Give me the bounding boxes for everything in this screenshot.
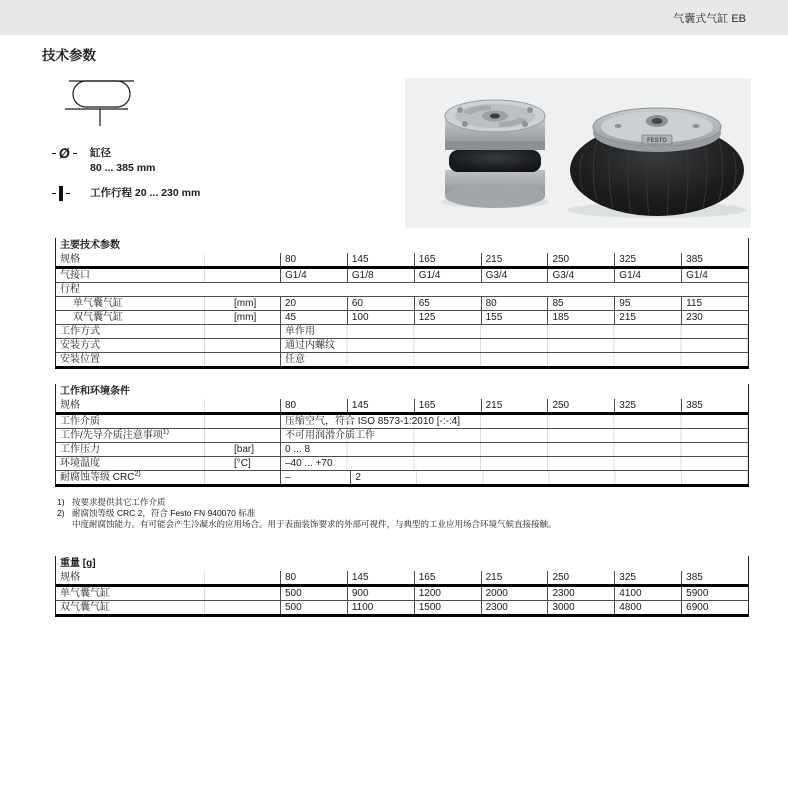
row-label-cell xyxy=(56,601,280,614)
value-cell: 任意 xyxy=(280,353,748,366)
footnote-text: 中度耐腐蚀能力。有可能会产生冷凝水的应用场合。用于表面装饰要求的外部可视件，与典型的工业应用场合环境气候直接接触。 xyxy=(72,519,557,529)
row-label-cell xyxy=(56,283,748,296)
value-cell: 100 xyxy=(347,311,414,324)
value-cell: – xyxy=(280,471,350,484)
value-cell: 1200 xyxy=(414,587,481,600)
table-row xyxy=(56,429,748,443)
stroke-label: 工作行程 20 ... 230 mm xyxy=(90,187,201,199)
value-cell: 500 xyxy=(280,601,347,614)
row-label: 双气囊气缸 xyxy=(60,602,110,613)
single-bellows-cylinder-photo xyxy=(567,108,747,218)
footnote-ref: 2) xyxy=(134,470,141,478)
value-cell: 5900 xyxy=(681,587,748,600)
unit-label: [bar] xyxy=(234,444,255,455)
row-label: 规格 xyxy=(60,400,80,411)
value-cell: G1/4 xyxy=(614,269,681,282)
row-label: 单气囊气缸 xyxy=(73,298,123,309)
value-cell: 500 xyxy=(280,587,347,600)
table-title: 工作和环境条件 xyxy=(60,386,130,397)
unit-label: [mm] xyxy=(234,298,257,309)
unit-label: [mm] xyxy=(234,312,257,323)
size-header-cell: 145 xyxy=(347,253,414,266)
dash-icon xyxy=(52,153,56,154)
table-row xyxy=(56,471,748,484)
row-label-cell xyxy=(56,339,280,352)
row-label-cell xyxy=(56,399,280,412)
table-row xyxy=(56,283,748,297)
row-label-cell xyxy=(56,353,280,366)
table-row xyxy=(56,297,748,311)
value-cell: –40 ... +70 xyxy=(280,457,748,470)
bore-label: 缸径 xyxy=(90,147,111,159)
section-title: 技术参数 xyxy=(42,48,96,63)
size-header-cell: 325 xyxy=(614,571,681,584)
size-header-cell: 215 xyxy=(481,571,548,584)
row-label: 工作方式 xyxy=(60,326,100,337)
row-label: 双气囊气缸 xyxy=(73,312,123,323)
value-cell: 1500 xyxy=(414,601,481,614)
table-row xyxy=(56,415,748,429)
table-row xyxy=(56,269,748,283)
value-cell: 不可用润滑介质工作 xyxy=(280,429,748,442)
value-cell: 2 xyxy=(350,471,748,484)
value-cell: G1/8 xyxy=(347,269,414,282)
bore-pictogram xyxy=(52,146,155,176)
row-label: 安装方式 xyxy=(60,340,100,351)
value-cell: 3000 xyxy=(547,601,614,614)
value-cell: 45 xyxy=(280,311,347,324)
table-row xyxy=(56,457,748,471)
row-label: 工作压力 xyxy=(60,444,100,455)
footnote-text: 耐腐蚀等级 CRC 2，符合 Festo FN 940070 标准 xyxy=(72,508,256,518)
row-label: 工作/先导介质注意事项 xyxy=(60,430,163,441)
size-header-cell: 250 xyxy=(547,399,614,412)
row-label: 耐腐蚀等级 CRC xyxy=(60,472,135,483)
size-header-cell: 165 xyxy=(414,399,481,412)
value-cell: 1100 xyxy=(347,601,414,614)
size-header-cell: 80 xyxy=(280,399,347,412)
value-cell: 155 xyxy=(481,311,548,324)
size-header-cell: 80 xyxy=(280,253,347,266)
value-cell: 0 ... 8 xyxy=(280,443,748,456)
table-header-row xyxy=(56,253,748,269)
row-label-cell xyxy=(56,311,280,324)
size-header-cell: 325 xyxy=(614,253,681,266)
row-label-cell xyxy=(56,587,280,600)
size-header-cell: 325 xyxy=(614,399,681,412)
dash-icon xyxy=(73,153,77,154)
value-cell: 通过内螺纹 xyxy=(280,339,748,352)
row-label-cell xyxy=(56,443,280,456)
row-label: 工作介质 xyxy=(60,416,100,427)
footnote-line xyxy=(57,519,557,530)
table-title: 主要技术参数 xyxy=(60,240,120,251)
row-label-cell xyxy=(56,429,280,442)
value-cell: 125 xyxy=(414,311,481,324)
size-header-cell: 385 xyxy=(681,399,748,412)
size-header-cell: 215 xyxy=(481,399,548,412)
size-header-cell: 385 xyxy=(681,253,748,266)
table-row xyxy=(56,325,748,339)
value-cell: G1/4 xyxy=(280,269,347,282)
size-header-cell: 80 xyxy=(280,571,347,584)
value-cell: 2000 xyxy=(481,587,548,600)
row-label: 气接口 xyxy=(60,270,90,281)
row-label-cell xyxy=(56,269,280,282)
size-header-cell: 145 xyxy=(347,571,414,584)
value-cell: 压缩空气，符合 ISO 8573-1:2010 [-:-:4] xyxy=(280,415,748,428)
value-cell: G1/4 xyxy=(681,269,748,282)
size-header-cell: 385 xyxy=(681,571,748,584)
value-cell: 85 xyxy=(547,297,614,310)
product-title: 气囊式气缸 EB xyxy=(673,12,746,25)
row-label-cell xyxy=(56,471,280,484)
value-cell: 900 xyxy=(347,587,414,600)
size-header-cell: 250 xyxy=(547,253,614,266)
table-row xyxy=(56,587,748,601)
row-label: 安装位置 xyxy=(60,354,100,365)
row-label-cell xyxy=(56,325,280,338)
table-row xyxy=(56,601,748,614)
double-bellows-cylinder-photo xyxy=(441,100,549,208)
value-cell: G3/4 xyxy=(481,269,548,282)
size-header-cell: 165 xyxy=(414,571,481,584)
row-label-cell xyxy=(56,571,280,584)
row-label: 环境温度 xyxy=(60,458,100,469)
size-header-cell: 165 xyxy=(414,253,481,266)
value-cell: 4800 xyxy=(614,601,681,614)
value-cell: 80 xyxy=(481,297,548,310)
bellows-symbol-drawing xyxy=(62,76,142,130)
footnote-line xyxy=(57,508,557,519)
main-technical-data-table xyxy=(55,238,749,369)
value-cell: G1/4 xyxy=(414,269,481,282)
value-cell: 20 xyxy=(280,297,347,310)
size-header-cell: 145 xyxy=(347,399,414,412)
value-cell: 单作用 xyxy=(280,325,748,338)
row-label: 规格 xyxy=(60,254,80,265)
value-cell: G3/4 xyxy=(547,269,614,282)
row-label: 单气囊气缸 xyxy=(60,588,110,599)
table-header-row xyxy=(56,399,748,415)
operating-environmental-conditions-table xyxy=(55,384,749,487)
stroke-icon xyxy=(52,186,90,201)
brand-label: FESTO xyxy=(647,138,667,144)
value-cell: 95 xyxy=(614,297,681,310)
value-cell: 2300 xyxy=(547,587,614,600)
product-photo xyxy=(405,78,751,228)
footnote-marker: 2) xyxy=(57,508,65,518)
table-row xyxy=(56,443,748,457)
value-cell: 115 xyxy=(681,297,748,310)
row-label: 规格 xyxy=(60,572,80,583)
row-label-cell xyxy=(56,457,280,470)
weight-table xyxy=(55,556,749,617)
value-cell: 4100 xyxy=(614,587,681,600)
footnote-marker xyxy=(57,519,72,530)
unit-label: [°C] xyxy=(234,458,251,469)
bellows-symbol xyxy=(62,76,142,135)
value-cell: 60 xyxy=(347,297,414,310)
table-header-row xyxy=(56,571,748,587)
size-header-cell: 215 xyxy=(481,253,548,266)
size-header-cell: 250 xyxy=(547,571,614,584)
page-header-bar xyxy=(0,0,788,35)
value-cell: 230 xyxy=(681,311,748,324)
value-cell: 6900 xyxy=(681,601,748,614)
row-label-cell xyxy=(56,297,280,310)
diameter-icon: Ø xyxy=(52,146,90,160)
footnote-marker: 1) xyxy=(57,497,65,507)
row-label-cell xyxy=(56,415,280,428)
footnote-ref: 1) xyxy=(162,428,170,436)
footnote-text: 按要求提供其它工作介质 xyxy=(72,497,166,507)
row-label-cell xyxy=(56,253,280,266)
value-cell: 185 xyxy=(547,311,614,324)
dash-icon xyxy=(52,193,56,194)
table-title: 重量 [g] xyxy=(60,558,96,569)
product-photo-drawing xyxy=(405,78,751,228)
value-cell: 65 xyxy=(414,297,481,310)
footnote-line xyxy=(57,497,557,508)
bore-range: 80 ... 385 mm xyxy=(90,162,156,174)
dash-icon xyxy=(66,193,70,194)
table-row xyxy=(56,353,748,366)
stroke-pictogram xyxy=(52,186,200,201)
row-label: 行程 xyxy=(60,284,80,295)
footnotes xyxy=(57,497,557,530)
value-cell: 215 xyxy=(614,311,681,324)
table-row xyxy=(56,311,748,325)
table-row xyxy=(56,339,748,353)
value-cell: 2300 xyxy=(481,601,548,614)
